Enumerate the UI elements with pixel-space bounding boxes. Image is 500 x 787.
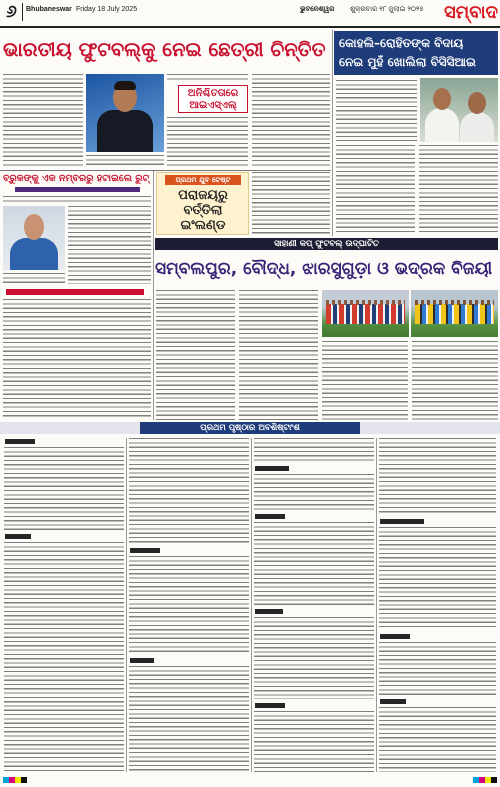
football-team-photo-2 xyxy=(411,290,498,337)
continuation-body xyxy=(379,642,496,695)
photo-figure-body xyxy=(10,238,58,270)
dateline-date-or: ଶୁକ୍ରବାର ୧୮ ଜୁଲାଇ ୨୦୨୫ xyxy=(350,6,424,13)
isl-callout-box xyxy=(178,85,248,113)
youth-test-headline-line-3: ଇଂଲଣ୍ଡ xyxy=(180,218,226,233)
youth-test-box xyxy=(156,172,249,235)
continuation-body xyxy=(379,707,496,772)
continuation-subhead xyxy=(380,519,424,524)
masthead-logo: ସମ୍ବାଦ xyxy=(444,2,498,23)
youth-test-headline-line-2: ବର୍ତ୍ତିଲା xyxy=(183,203,223,218)
lead-body-column-2 xyxy=(167,117,248,168)
lead-body-column-3 xyxy=(252,74,330,168)
continuation-banner: ପ୍ରଥମ ପୃଷ୍ଠାର ଅବଶିଷ୍ଟାଂଶ xyxy=(140,422,360,434)
youth-test-body-column xyxy=(252,172,330,235)
lead-body-column-1 xyxy=(3,74,83,168)
dateline-date-en: Friday 18 July 2025 xyxy=(76,6,138,13)
continuation-subhead xyxy=(5,439,35,444)
continuation-body xyxy=(254,522,374,605)
football-body-column-2 xyxy=(239,290,318,420)
football-kicker-band: ସାହାଣୀ କପ୍ ଫୁଟବଲ୍ ଉଦ୍‌ଘାଟିତ xyxy=(155,238,498,250)
continuation-body xyxy=(254,711,374,772)
continuation-subhead xyxy=(255,609,283,614)
photo-figure-head xyxy=(433,88,451,110)
continuation-body xyxy=(379,438,496,515)
youth-test-tag: ପ୍ରଥମ ଯୁବ ଟେଷ୍ଟ xyxy=(165,175,241,185)
isl-callout-line-1: ଅନିଶ୍ଚିତତାରେ xyxy=(187,88,239,99)
football-body-column-4 xyxy=(412,341,498,420)
secondary-headline xyxy=(6,289,144,295)
column-divider xyxy=(251,438,252,772)
continuation-body xyxy=(254,438,374,462)
bcci-headline-line-1: କୋହଲି–ରୋହିତଙ୍କ ବିଦାୟ xyxy=(339,36,464,50)
photo-figure-body xyxy=(425,108,459,142)
registration-marks xyxy=(3,777,27,783)
dateline-city-en: Bhubaneswar xyxy=(26,6,72,13)
header-divider xyxy=(22,3,23,21)
bcci-headline-line-2: ନେଇ ମୁହଁ ଖୋଲିଲା ବିସିସିଆଇ xyxy=(339,55,477,69)
registration-marks xyxy=(473,777,497,783)
continuation-body xyxy=(254,474,374,510)
photo-players-row xyxy=(326,304,405,324)
lead-body-column-2-top xyxy=(167,74,248,82)
dateline-city-or: ଭୁବନେଶ୍ୱର xyxy=(300,6,335,13)
root-photo xyxy=(3,206,65,270)
rankings-body-below-photo xyxy=(3,273,65,284)
continuation-subhead xyxy=(5,534,31,539)
kohli-rohit-photo xyxy=(420,78,498,142)
page-number: ୬ xyxy=(6,2,17,22)
bcci-headline-box xyxy=(334,31,498,75)
bcci-body-column-2 xyxy=(419,145,498,235)
rankings-headline: ବ୍ରୁକଙ୍କୁ ଏକ ନମ୍ବରରୁ ହଟାଇଲେ ରୁଟ୍ xyxy=(3,173,150,184)
rankings-body-intro xyxy=(3,196,151,204)
photo-figure-body xyxy=(460,112,494,142)
secondary-body-column xyxy=(3,299,151,419)
continuation-subhead xyxy=(255,703,285,708)
bcci-body-intro xyxy=(336,80,417,141)
photo-figure-head xyxy=(24,214,44,240)
column-divider xyxy=(126,438,127,772)
continuation-subhead xyxy=(130,658,154,663)
football-team-photo-1 xyxy=(322,290,409,337)
football-body-column-3 xyxy=(322,341,408,420)
chhetri-photo xyxy=(86,74,164,152)
continuation-subhead xyxy=(130,548,160,553)
column-divider xyxy=(332,30,333,236)
continuation-body xyxy=(254,617,374,699)
header-rule xyxy=(0,26,500,28)
continuation-body xyxy=(4,542,124,772)
column-divider xyxy=(376,438,377,772)
youth-test-headline-line-1: ପରାଜୟରୁ xyxy=(178,188,228,203)
continuation-body xyxy=(379,527,496,630)
rankings-body-column xyxy=(68,206,151,284)
continuation-body xyxy=(4,447,124,530)
football-body-column-1 xyxy=(156,290,235,420)
continuation-body xyxy=(129,556,249,654)
continuation-body xyxy=(129,666,249,772)
lead-headline: ଭାରତୀୟ ଫୁଟବଲ୍‌କୁ ନେଇ ଛେତ୍ରୀ ଚିନ୍ତିତ xyxy=(3,38,326,61)
continuation-subhead xyxy=(380,699,406,704)
column-divider xyxy=(153,171,154,420)
continuation-subhead xyxy=(255,466,289,471)
photo-figure-body xyxy=(97,110,153,152)
continuation-subhead xyxy=(380,634,410,639)
bcci-body-column-1 xyxy=(336,145,415,235)
football-headline: ସମ୍ବଲପୁର, ବୌଦ୍ଧ, ଝାରସୁଗୁଡ଼ା ଓ ଭଦ୍ରକ ବିଜୟୀ xyxy=(155,259,493,279)
rankings-subheadline xyxy=(15,187,140,192)
photo-players-heads xyxy=(326,300,405,305)
isl-callout-line-2: ଆଇଏସ୍‌ଏଲ୍ xyxy=(189,100,237,111)
continuation-body xyxy=(129,438,249,544)
lead-body-below-photo xyxy=(86,155,164,168)
photo-players-row xyxy=(415,304,494,324)
photo-figure-hair xyxy=(114,81,136,90)
photo-figure-head xyxy=(468,92,486,114)
section-rule xyxy=(0,170,331,171)
continuation-subhead xyxy=(255,514,285,519)
photo-players-heads xyxy=(415,300,494,305)
